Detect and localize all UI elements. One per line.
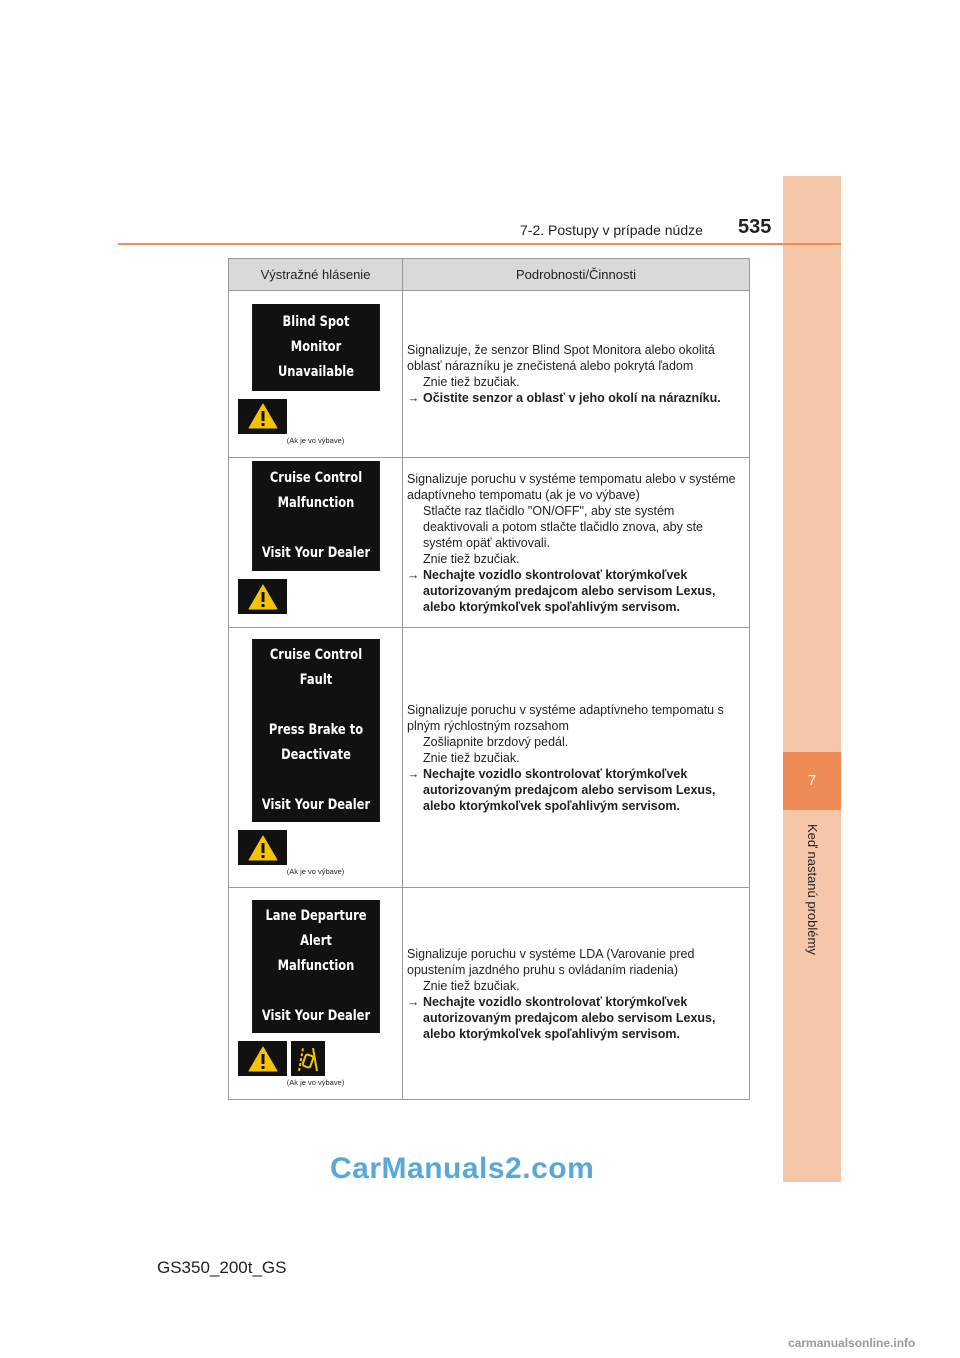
details-cell [403,458,750,628]
display-line [252,768,380,793]
page-number: 535 [738,216,772,238]
detail-line: Zošliapnite brzdový pedál. [423,734,569,749]
display-line: Fault [299,672,333,688]
display-line: Monitor [290,338,342,355]
warning-triangle-icon [238,579,287,614]
table-row [229,628,750,888]
section-title: 7-2. Postupy v prípade núdze [520,222,703,238]
indicator-icons [238,1041,402,1076]
detail-line: Znie tiež bzučiak. [423,551,520,566]
warning-triangle-icon [238,830,287,865]
warning-triangle-icon [238,1041,287,1076]
details-cell [403,628,750,888]
display-line: Visit Your Dealer [261,545,371,561]
col-header-details: Podrobnosti/Činnosti [403,259,750,291]
display-line: Blind Spot [282,313,350,330]
description: Signalizuje poruchu v systéme tempomatu alebo v systéme adaptívneho tempomatu (ak je vo výbave) [407,471,736,502]
table-row [229,458,750,628]
action-text: Nechajte vozidlo skontrolovať ktorýmkoľvek autorizovaným predajcom alebo servisom Lexus, alebo ktorýmkoľvek spoľahlivým servisom. [422,766,716,813]
display-line: Cruise Control [269,470,363,486]
action-line: → Nechajte vozidlo skontrolovať ktorýmkoľvek autorizovaným predajcom alebo servisom Lexus, alebo ktorýmkoľvek spoľahlivým servisom. [407,994,716,1041]
description: Signalizuje poruchu v systéme adaptívneho tempomatu s plným rýchlostným rozsahom [407,702,724,733]
display-line: Malfunction [277,958,355,974]
details-cell [403,888,750,1100]
display-line: Lane Departure [265,908,367,924]
detail-line: Znie tiež bzučiak. [423,978,520,993]
chapter-number: 7 [783,752,841,810]
action-text: Očistite senzor a oblasť v jeho okolí na nárazníku. [422,391,721,405]
display-line: Visit Your Dealer [261,797,371,813]
action-text: Nechajte vozidlo skontrolovať ktorýmkoľvek autorizovaným predajcom alebo servisom Lexus, alebo ktorýmkoľvek spoľahlivým servisom. [422,994,716,1041]
indicator-icons [238,399,402,434]
display-line: Deactivate [281,747,351,763]
message-cell [229,628,403,888]
display-line [252,979,380,1004]
message-cell [229,888,403,1100]
message-cell [229,291,403,458]
display-line [252,516,380,541]
display-line: Press Brake to [268,722,364,738]
detail-line: Stlačte raz tlačidlo "ON/OFF", aby ste systém deaktivovali a potom stlačte tlačidlo znova, aby ste systém opäť aktivovali. [423,503,704,550]
table-row [229,291,750,458]
detail-line: Znie tiež bzučiak. [423,750,520,765]
indicator-icons [238,579,402,614]
warning-triangle-icon [238,399,287,434]
action-text: Nechajte vozidlo skontrolovať ktorýmkoľvek autorizovaným predajcom alebo servisom Lexus, alebo ktorýmkoľvek spoľahlivým servisom. [422,567,716,614]
table-row [229,888,750,1100]
chapter-tab [783,176,841,1182]
action-line: → Očistite senzor a oblasť v jeho okolí na nárazníku. [407,391,721,405]
col-header-message: Výstražné hlásenie [229,259,403,291]
action-line: → Nechajte vozidlo skontrolovať ktorýmkoľvek autorizovaným predajcom alebo servisom Lexus, alebo ktorýmkoľvek spoľahlivým servisom. [407,766,716,813]
display-line: Cruise Control [269,647,363,663]
description: Signalizuje poruchu v systéme LDA (Varovanie pred opustením jazdného pruhu s ovládaním riadenia) [407,946,695,977]
display-message [252,639,380,822]
indicator-icons [238,830,402,865]
display-message [252,900,380,1033]
watermark-carmanualsonline: carmanualsonline.info [788,1336,916,1350]
display-message [252,304,380,391]
description: Signalizuje, že senzor Blind Spot Monitora alebo okolitá oblasť nárazníku je znečistená alebo pokrytá ľadom [407,343,715,373]
display-line: Visit Your Dealer [261,1008,371,1024]
display-line: Alert [300,933,332,949]
display-message [252,461,380,571]
model-code: GS350_200t_GS [157,1258,287,1277]
chapter-title: Keď nastanú problémy [805,824,820,955]
action-line: → Nechajte vozidlo skontrolovať ktorýmkoľvek autorizovaným predajcom alebo servisom Lexus, alebo ktorýmkoľvek spoľahlivým servisom. [407,567,716,614]
optional-note: (Ak je vo výbave) [286,1078,345,1087]
chapter-title-wrap [789,824,835,974]
lane-departure-icon [291,1041,325,1076]
message-cell [229,458,403,628]
header-rule [118,243,841,245]
display-line [252,693,380,718]
display-line: Unavailable [277,363,355,380]
optional-note: (Ak je vo výbave) [286,435,345,445]
detail-line: Znie tiež bzučiak. [423,375,520,389]
optional-note: (Ak je vo výbave) [286,867,345,876]
display-line: Malfunction [277,495,355,511]
table-header-row [229,259,750,291]
details-cell [403,291,750,458]
warning-table [228,258,750,1100]
watermark-carmanuals2: CarManuals2.com [330,1152,595,1185]
